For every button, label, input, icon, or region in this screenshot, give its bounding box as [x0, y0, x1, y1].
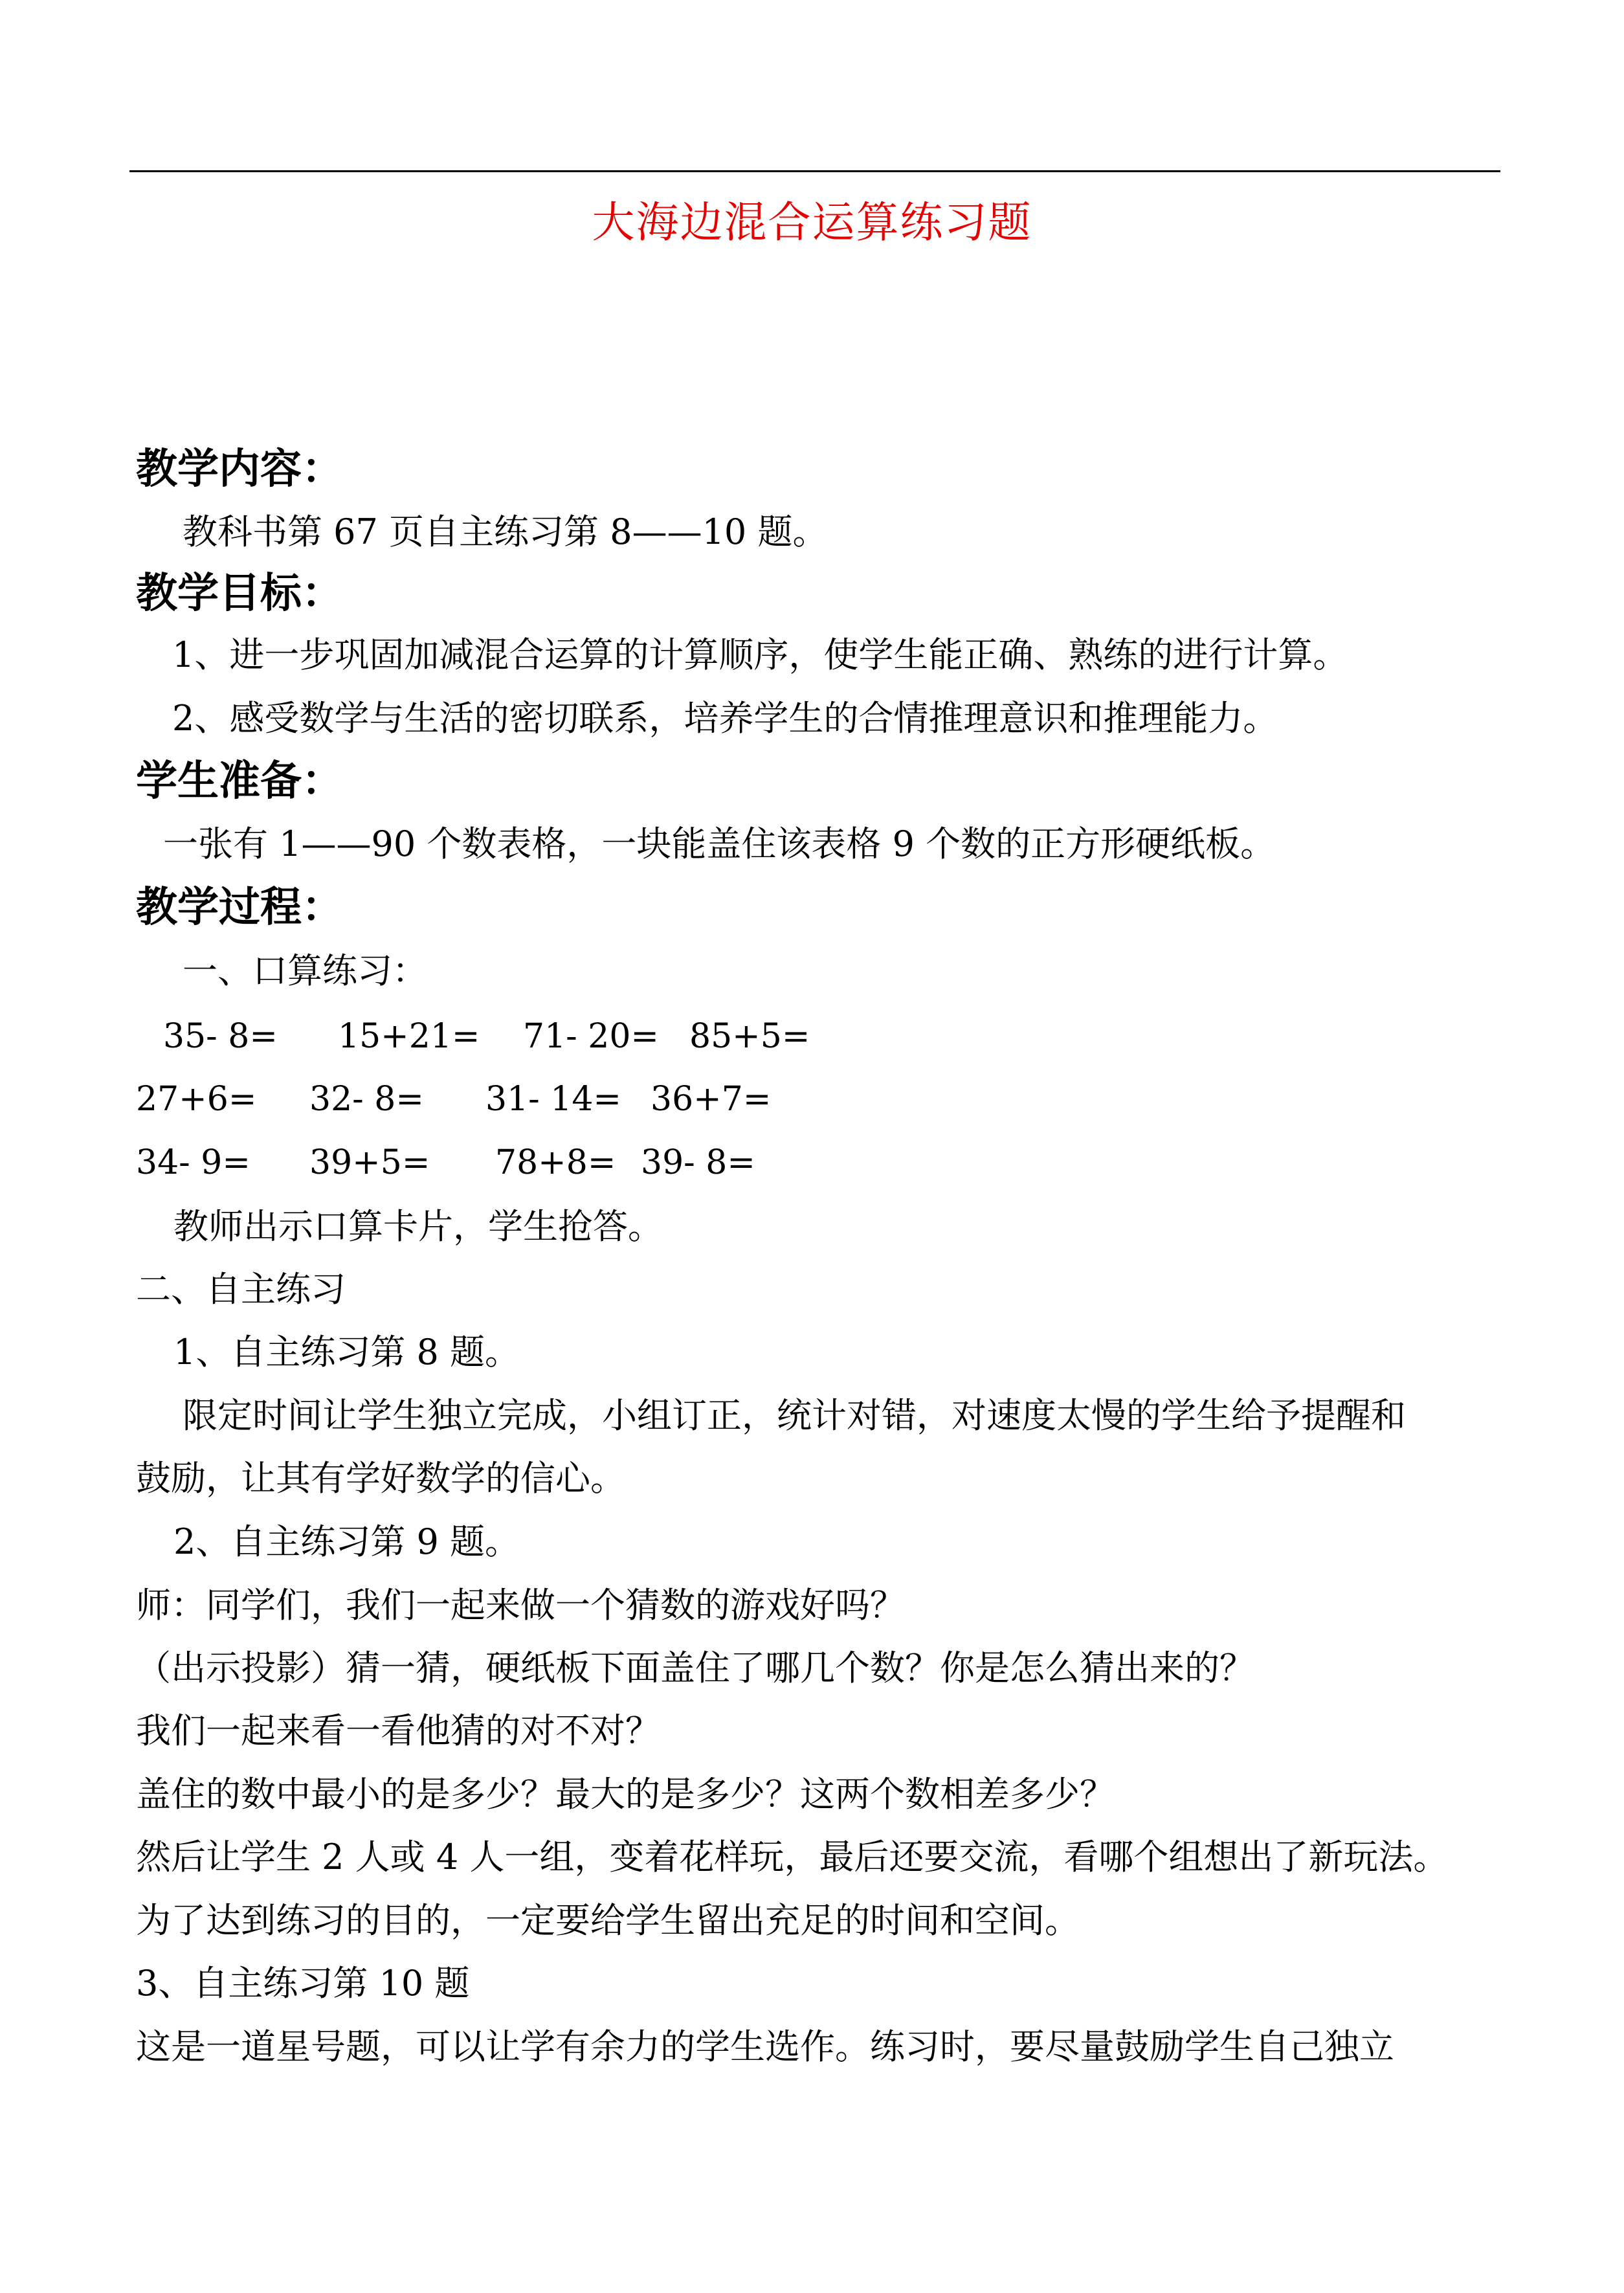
exercise-9-line-3: 我们一起来看一看他猜的对不对？: [136, 1710, 660, 1751]
calc-item: 78+8=: [495, 1143, 616, 1182]
calc-item: 36+7=: [651, 1080, 772, 1119]
self-practice-heading: 二、自主练习: [136, 1269, 346, 1310]
exercise-10-title: 3、自主练习第 10 题: [136, 1963, 470, 2004]
prep-text: 一张有 1——90 个数表格，一块能盖住该表格 9 个数的正方形硬纸板。: [163, 823, 1276, 864]
oral-note: 教师出示口算卡片，学生抢答。: [173, 1206, 663, 1247]
goal-heading: 教学目标：: [136, 570, 343, 618]
calc-item: 39- 8=: [641, 1143, 755, 1182]
oral-heading: 一、口算练习：: [183, 950, 427, 991]
exercise-8-text-2: 鼓励，让其有学好数学的信心。: [136, 1458, 625, 1499]
calc-item: 35- 8=: [163, 1017, 278, 1056]
exercise-10-text: 这是一道星号题，可以让学有余力的学生选作。练习时，要尽量鼓励学生自己独立: [136, 2026, 1394, 2067]
calc-item: 85+5=: [689, 1017, 810, 1056]
content-heading: 教学内容：: [136, 445, 343, 493]
goal-item-2: 2、感受数学与生活的密切联系，培养学生的合情推理意识和推理能力。: [172, 698, 1278, 739]
exercise-8-title: 1、自主练习第 8 题。: [173, 1332, 520, 1372]
process-heading: 教学过程：: [136, 884, 343, 932]
calc-item: 15+21=: [338, 1017, 480, 1056]
calc-item: 34- 9=: [136, 1143, 250, 1182]
exercise-9-line-2: （出示投影）猜一猜，硬纸板下面盖住了哪几个数？你是怎么猜出来的？: [136, 1648, 1254, 1688]
exercise-9-line-4: 盖住的数中最小的是多少？最大的是多少？这两个数相差多少？: [136, 1774, 1115, 1815]
page-title: 大海边混合运算练习题: [592, 197, 1032, 247]
exercise-9-line-6: 为了达到练习的目的，一定要给学生留出充足的时间和空间。: [136, 1900, 1080, 1941]
calc-item: 31- 14=: [485, 1080, 622, 1119]
prep-heading: 学生准备：: [136, 757, 343, 805]
calc-item: 39+5=: [309, 1143, 430, 1182]
header-rule: [129, 170, 1500, 172]
goal-item-1: 1、进一步巩固加减混合运算的计算顺序，使学生能正确、熟练的进行计算。: [172, 634, 1348, 675]
exercise-9-line-1: 师：同学们，我们一起来做一个猜数的游戏好吗？: [136, 1585, 905, 1626]
exercise-9-title: 2、自主练习第 9 题。: [173, 1521, 520, 1562]
calc-item: 71- 20=: [523, 1017, 660, 1056]
calc-item: 27+6=: [136, 1080, 257, 1119]
exercise-8-text-1: 限定时间让学生独立完成，小组订正，统计对错，对速度太慢的学生给予提醒和: [183, 1395, 1406, 1436]
content-text: 教科书第 67 页自主练习第 8——10 题。: [183, 511, 828, 552]
exercise-9-line-5: 然后让学生 2 人或 4 人一组，变着花样玩，最后还要交流，看哪个组想出了新玩法。: [136, 1837, 1449, 1877]
calc-item: 32- 8=: [309, 1080, 424, 1119]
